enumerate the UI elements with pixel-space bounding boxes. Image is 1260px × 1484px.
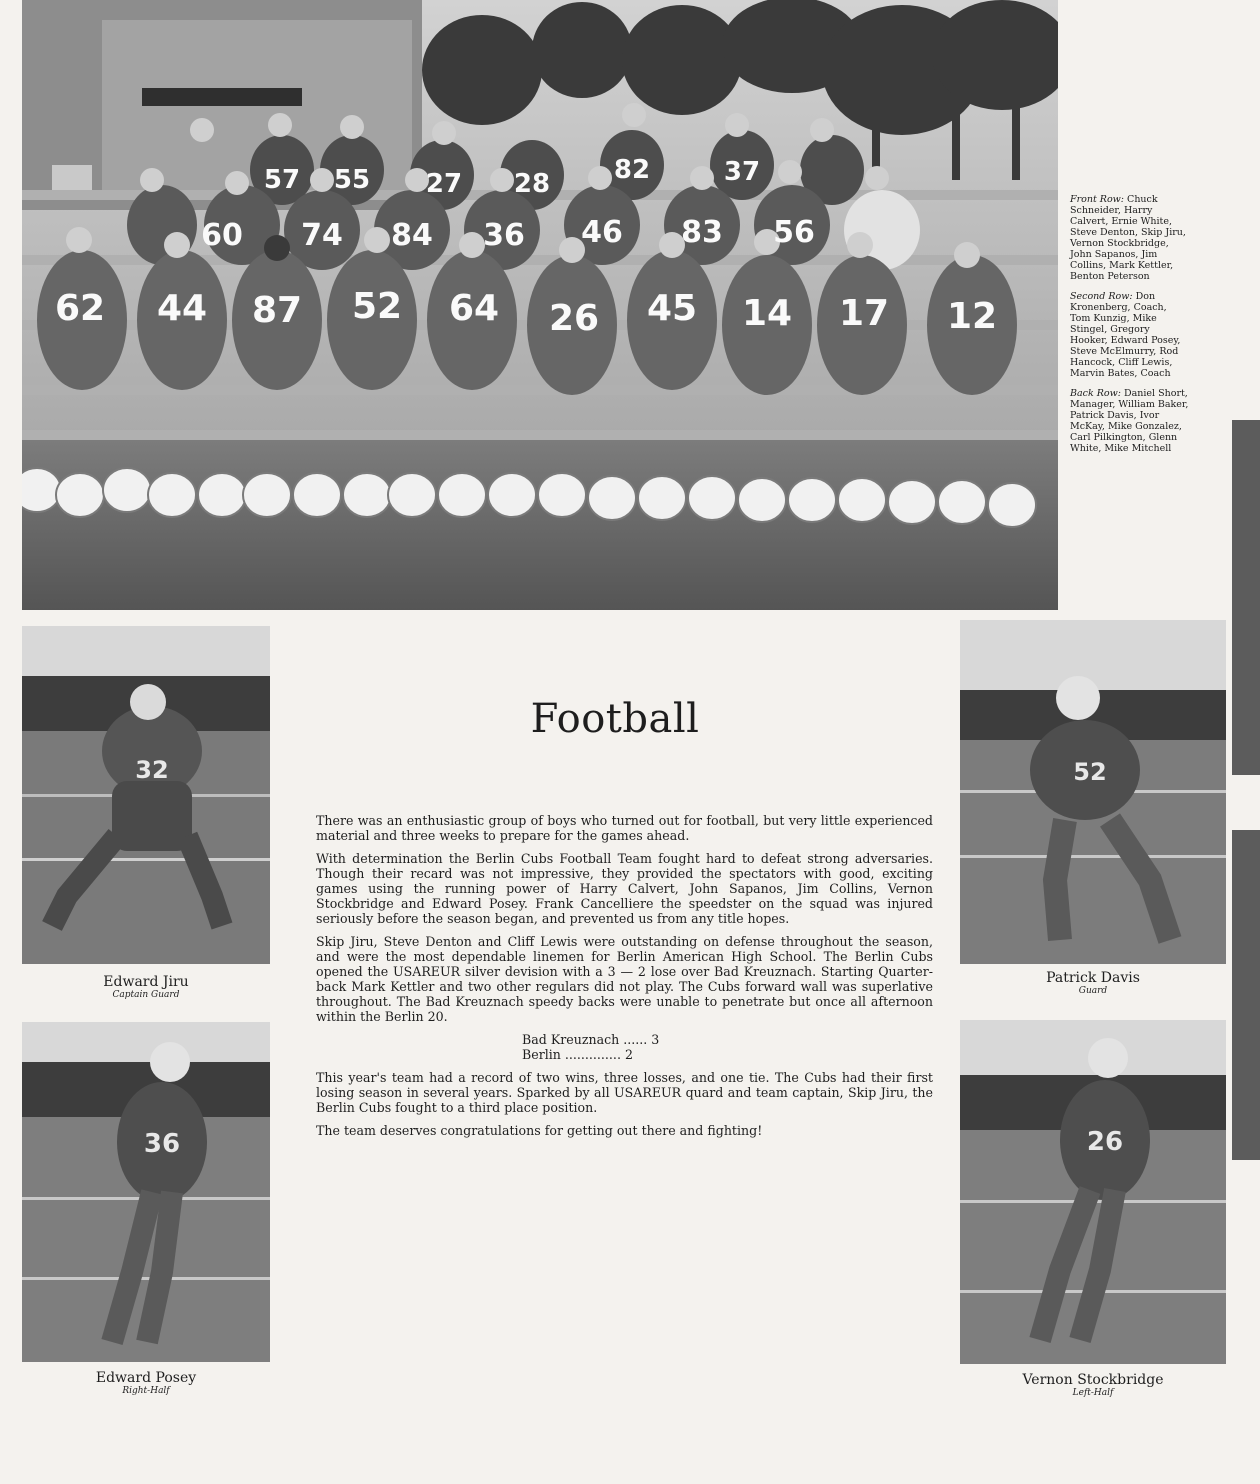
- jersey-number: 17: [838, 293, 890, 334]
- page-title: Football: [530, 696, 700, 742]
- team-roster-caption: [1070, 194, 1190, 463]
- jersey-number: 82: [613, 155, 651, 185]
- jersey-number: 62: [54, 288, 106, 329]
- roster-row-label: Front Row:: [1070, 194, 1125, 205]
- player-name: Edward Jiru: [103, 974, 189, 990]
- player-photo-edward-posey: [22, 1022, 270, 1362]
- jersey-number: 52: [351, 286, 403, 327]
- article-paragraph: With determination the Berlin Cubs Football Team fought hard to defeat strong adversaries. Though their recard was not impressive, they provided the spectators with good, exciting games using the running power of Harry Calvert, John Sapanos, Jim Collins, Vernon Stockbridge and Edward Posey. Frank Cancelliere the speedster on the squad was injured seriously before the season began, and prevented us from any title hopes.: [316, 851, 933, 926]
- player-caption-vernon-stockbridge: [960, 1372, 1226, 1398]
- jersey-number: 14: [741, 293, 793, 334]
- team-photo-graphic: [22, 0, 1058, 610]
- article-paragraph: This year's team had a record of two wins, three losses, and one tie. The Cubs had their first losing season in several years. Sparked by all USAREUR quard and team captain, Skip Jiru, the Berlin Cubs fought to a third place position.: [316, 1070, 933, 1115]
- roster-row-label: Second Row:: [1070, 291, 1133, 302]
- roster-second-row: [1070, 291, 1190, 379]
- jersey-number: 36: [483, 218, 525, 253]
- jersey-number: 57: [263, 165, 301, 195]
- player-position: Left-Half: [1072, 1388, 1114, 1398]
- roster-row-names: Don Kronenberg, Coach, Tom Kunzig, Mike Stingel, Gregory Hooker, Edward Posey, Steve McElmurry, Rod Hancock, Cliff Lewis, Marvin Bates, Coach: [1070, 291, 1181, 379]
- player-photo-graphic: [960, 1020, 1226, 1364]
- player-photo-graphic: [22, 626, 270, 964]
- player-position: Captain Guard: [112, 990, 180, 1000]
- player-name: Edward Posey: [95, 1370, 197, 1386]
- article-paragraph: The team deserves congratulations for getting out there and fighting!: [316, 1123, 763, 1138]
- player-caption-patrick-davis: [960, 970, 1226, 996]
- jersey-number: 36: [143, 1129, 181, 1159]
- jersey-number: 44: [156, 288, 208, 329]
- player-name: Patrick Davis: [1046, 970, 1140, 986]
- article-body: [316, 813, 933, 1146]
- player-position: Guard: [1078, 986, 1108, 996]
- player-photo-graphic: [960, 620, 1226, 964]
- article-paragraph: Skip Jiru, Steve Denton and Cliff Lewis were outstanding on defense throughout the season, and were the most dependable linemen for Berlin American High School. The Berlin Cubs opened the USAREUR silver devision with a 3 — 2 lose over Bad Kreuznach. Starting Quarter-back Mark Kettler and two other regulars did not play. The Cubs forward wall was superlative throughout. The Bad Kreuznach speedy backs were unable to penetrate but once all afternoon within the Berlin 20.: [316, 934, 933, 1024]
- roster-back-row: [1070, 388, 1190, 454]
- jersey-number: 28: [513, 169, 551, 199]
- jersey-number: 64: [448, 288, 500, 329]
- jersey-number: 12: [946, 296, 998, 337]
- jersey-number: 27: [425, 169, 463, 199]
- score-line: Bad Kreuznach ...... 3: [522, 1032, 660, 1047]
- roster-row-names: Chuck Schneider, Harry Calvert, Ernie White, Steve Denton, Skip Jiru, Vernon Stockbridge, John Sapanos, Jim Collins, Mark Kettler, Benton Peterson: [1070, 194, 1186, 282]
- player-photo-patrick-davis: [960, 620, 1226, 964]
- jersey-number: 84: [391, 218, 433, 253]
- jersey-number: 26: [1086, 1127, 1124, 1157]
- jersey-number: 83: [681, 215, 723, 250]
- player-name: Vernon Stockbridge: [1022, 1372, 1164, 1388]
- roster-row-label: Back Row:: [1070, 388, 1121, 399]
- page-edge-strip: [1232, 420, 1260, 775]
- player-photo-vernon-stockbridge: [960, 1020, 1226, 1364]
- player-caption-edward-posey: [22, 1370, 270, 1396]
- player-caption-edward-jiru: [22, 974, 270, 1000]
- jersey-number: 55: [333, 165, 371, 195]
- roster-front-row: [1070, 194, 1190, 282]
- page-edge-strip: [1232, 830, 1260, 1160]
- score-line: Berlin .............. 2: [522, 1047, 633, 1062]
- jersey-number: 45: [646, 288, 698, 329]
- jersey-number: 74: [301, 218, 343, 253]
- player-position: Right-Half: [122, 1386, 170, 1396]
- jersey-number: 87: [251, 290, 303, 331]
- jersey-number: 46: [581, 215, 623, 250]
- jersey-number: 60: [201, 218, 243, 253]
- team-photo: [22, 0, 1058, 610]
- jersey-number: 52: [1073, 758, 1107, 786]
- score-box: [522, 1032, 933, 1062]
- player-photo-graphic: [22, 1022, 270, 1362]
- jersey-number: 37: [723, 157, 761, 187]
- jersey-number: 32: [135, 756, 169, 784]
- jersey-number: 26: [548, 298, 600, 339]
- article-paragraph: There was an enthusiastic group of boys who turned out for football, but very little experienced material and three weeks to prepare for the games ahead.: [316, 813, 933, 843]
- player-photo-edward-jiru: [22, 626, 270, 964]
- jersey-number: 56: [773, 215, 815, 250]
- roster-row-names: Daniel Short, Manager, William Baker, Patrick Davis, Ivor McKay, Mike Gonzalez, Carl Pilkington, Glenn White, Mike Mitchell: [1070, 388, 1189, 454]
